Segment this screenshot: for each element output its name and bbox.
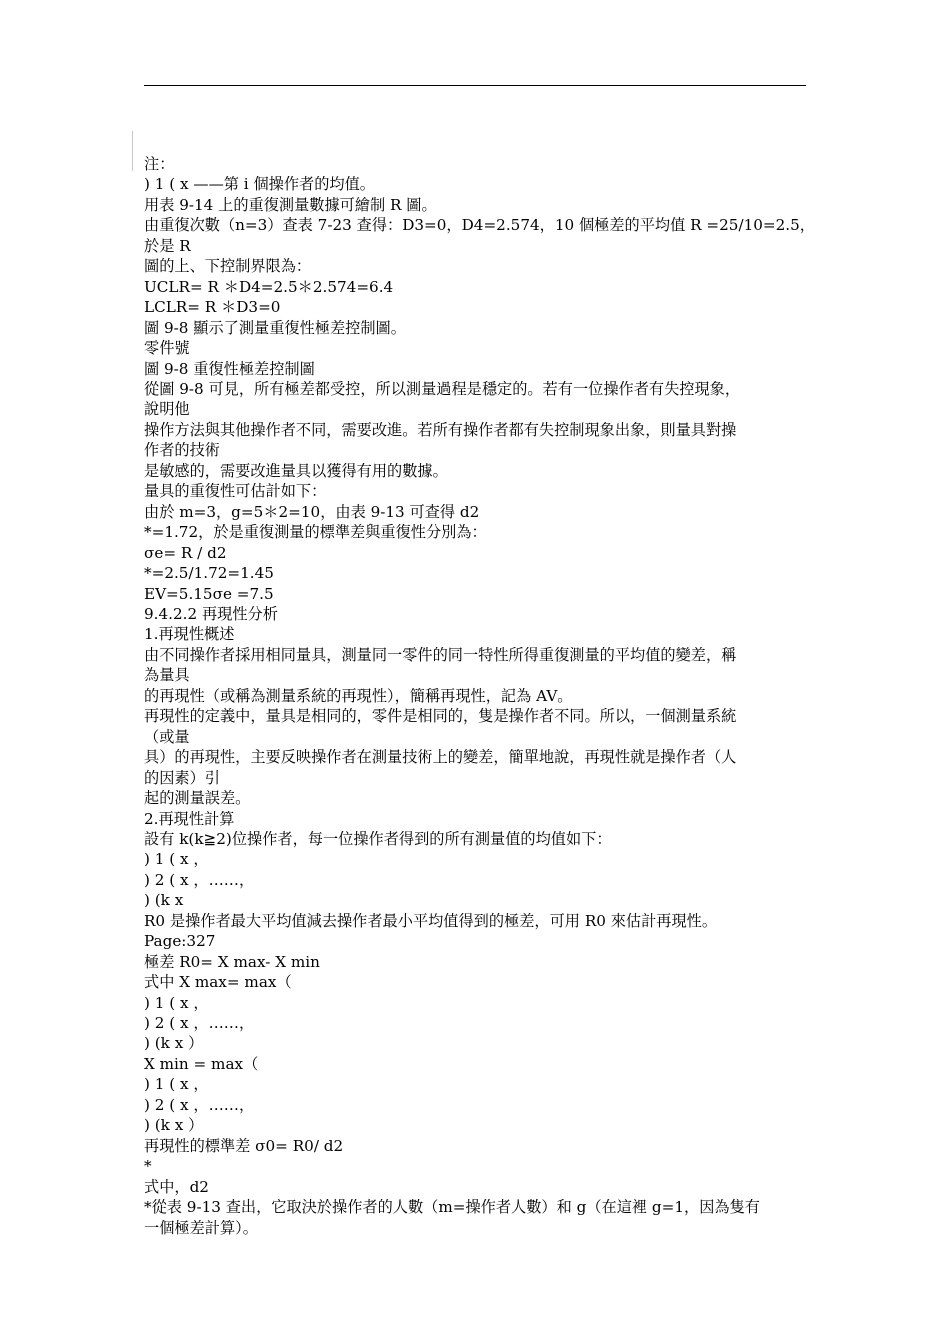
- text-line: 量具的重復性可估計如下：: [144, 482, 327, 501]
- text-line: 具）的再現性，主要反映操作者在測量技術上的變差，簡單地說，再現性就是操作者（人: [144, 748, 737, 767]
- text-line: UCLR= R ＊D4=2.5＊2.574=6.4: [144, 277, 394, 296]
- text-line: 一個極差計算）。: [144, 1218, 258, 1237]
- text-line: ) 1 ( x ，: [144, 993, 209, 1012]
- text-line: 的因素）引: [144, 768, 220, 787]
- text-line: 用表 9-14 上的重復測量數據可繪制 R 圖。: [144, 195, 437, 214]
- text-line: 由於 m=3，g=5＊2=10，由表 9-13 可查得 d2: [144, 502, 480, 521]
- header-rule: [144, 85, 806, 86]
- text-line: R0 是操作者最大平均值減去操作者最小平均值得到的極差，可用 R0 來估計再現性。: [144, 911, 718, 930]
- text-line: ) 1 ( x ——第 i 個操作者的均值。: [144, 175, 375, 194]
- text-line: *從表 9-13 查出，它取決於操作者的人數（m=操作者人數）和 g（在這裡 g=1，因為隻有: [144, 1198, 760, 1217]
- text-line: ) (k x ）: [144, 1034, 204, 1053]
- text-line: 操作方法與其他操作者不同，需要改進。若所有操作者都有失控制現象出象，則量具對操: [144, 420, 737, 439]
- margin-mark: [132, 131, 133, 171]
- text-line: 9.4.2.2 再現性分析: [144, 604, 278, 623]
- text-line: 圖 9-8 顯示了測量重復性極差控制圖。: [144, 318, 406, 337]
- text-line: 式中，d2: [144, 1177, 209, 1196]
- text-line: ) 1 ( x ，: [144, 850, 209, 869]
- text-line: 2.再現性計算: [144, 809, 235, 828]
- text-line: 式中 X max= max（: [144, 973, 292, 992]
- text-line: 是敏感的，需要改進量具以獲得有用的數據。: [144, 461, 448, 480]
- text-line: 再現性的定義中，量具是相同的，零件是相同的，隻是操作者不同。所以，一個測量系統: [144, 707, 737, 726]
- text-line: 注：: [144, 155, 175, 173]
- text-line: ) 2 ( x ，……，: [144, 1014, 255, 1033]
- text-line: ) 1 ( x ，: [144, 1075, 209, 1094]
- text-line: ) 2 ( x ，……，: [144, 870, 255, 889]
- text-line: 於是 R: [144, 236, 191, 255]
- text-line: *: [144, 1157, 152, 1176]
- text-line: ) 2 ( x ，……，: [144, 1095, 255, 1114]
- text-line: 圖的上、下控制界限為：: [144, 257, 312, 276]
- text-line: EV=5.15σe =7.5: [144, 584, 274, 603]
- text-line: ) (k x ）: [144, 1116, 204, 1135]
- text-line: 起的測量誤差。: [144, 789, 251, 808]
- document-body: [144, 154, 815, 1238]
- text-line: σe= R / d2: [144, 543, 227, 562]
- text-line: 極差 R0= X max- X min: [144, 952, 320, 971]
- text-line: *=1.72，於是重復測量的標準差與重復性分別為：: [144, 523, 487, 542]
- text-line: 說明他: [144, 400, 190, 419]
- text-line: 設有 k(k≧2)位操作者，每一位操作者得到的所有測量值的均值如下：: [144, 829, 612, 848]
- text-line: Page:327: [144, 932, 216, 951]
- text-line: 再現性的標準差 σ0= R0/ d2: [144, 1136, 344, 1155]
- text-line: X min = max（: [144, 1054, 259, 1073]
- text-line: ) (k x: [144, 891, 184, 910]
- text-line: 圖 9-8 重復性極差控制圖: [144, 359, 315, 378]
- text-line: 從圖 9-8 可見，所有極差都受控，所以測量過程是穩定的。若有一位操作者有失控現象，: [144, 379, 741, 398]
- text-line: 的再現性（或稱為測量系統的再現性），簡稱再現性，記為 AV。: [144, 686, 573, 705]
- text-line: 作者的技術: [144, 441, 220, 460]
- text-line: 零件號: [144, 339, 190, 358]
- text-line: （或量: [144, 727, 190, 746]
- text-line: 1.再現性概述: [144, 625, 235, 644]
- text-line: *=2.5/1.72=1.45: [144, 564, 274, 583]
- text-line: 由重復次數（n=3）查表 7-23 查得：D3=0，D4=2.574，10 個極差的平均值 R =25/10=2.5，: [144, 216, 815, 235]
- text-line: LCLR= R ＊D3=0: [144, 298, 281, 317]
- text-line: 由不同操作者採用相同量具，測量同一零件的同一特性所得重復測量的平均值的變差，稱: [144, 645, 737, 664]
- text-line: 為量具: [144, 666, 190, 685]
